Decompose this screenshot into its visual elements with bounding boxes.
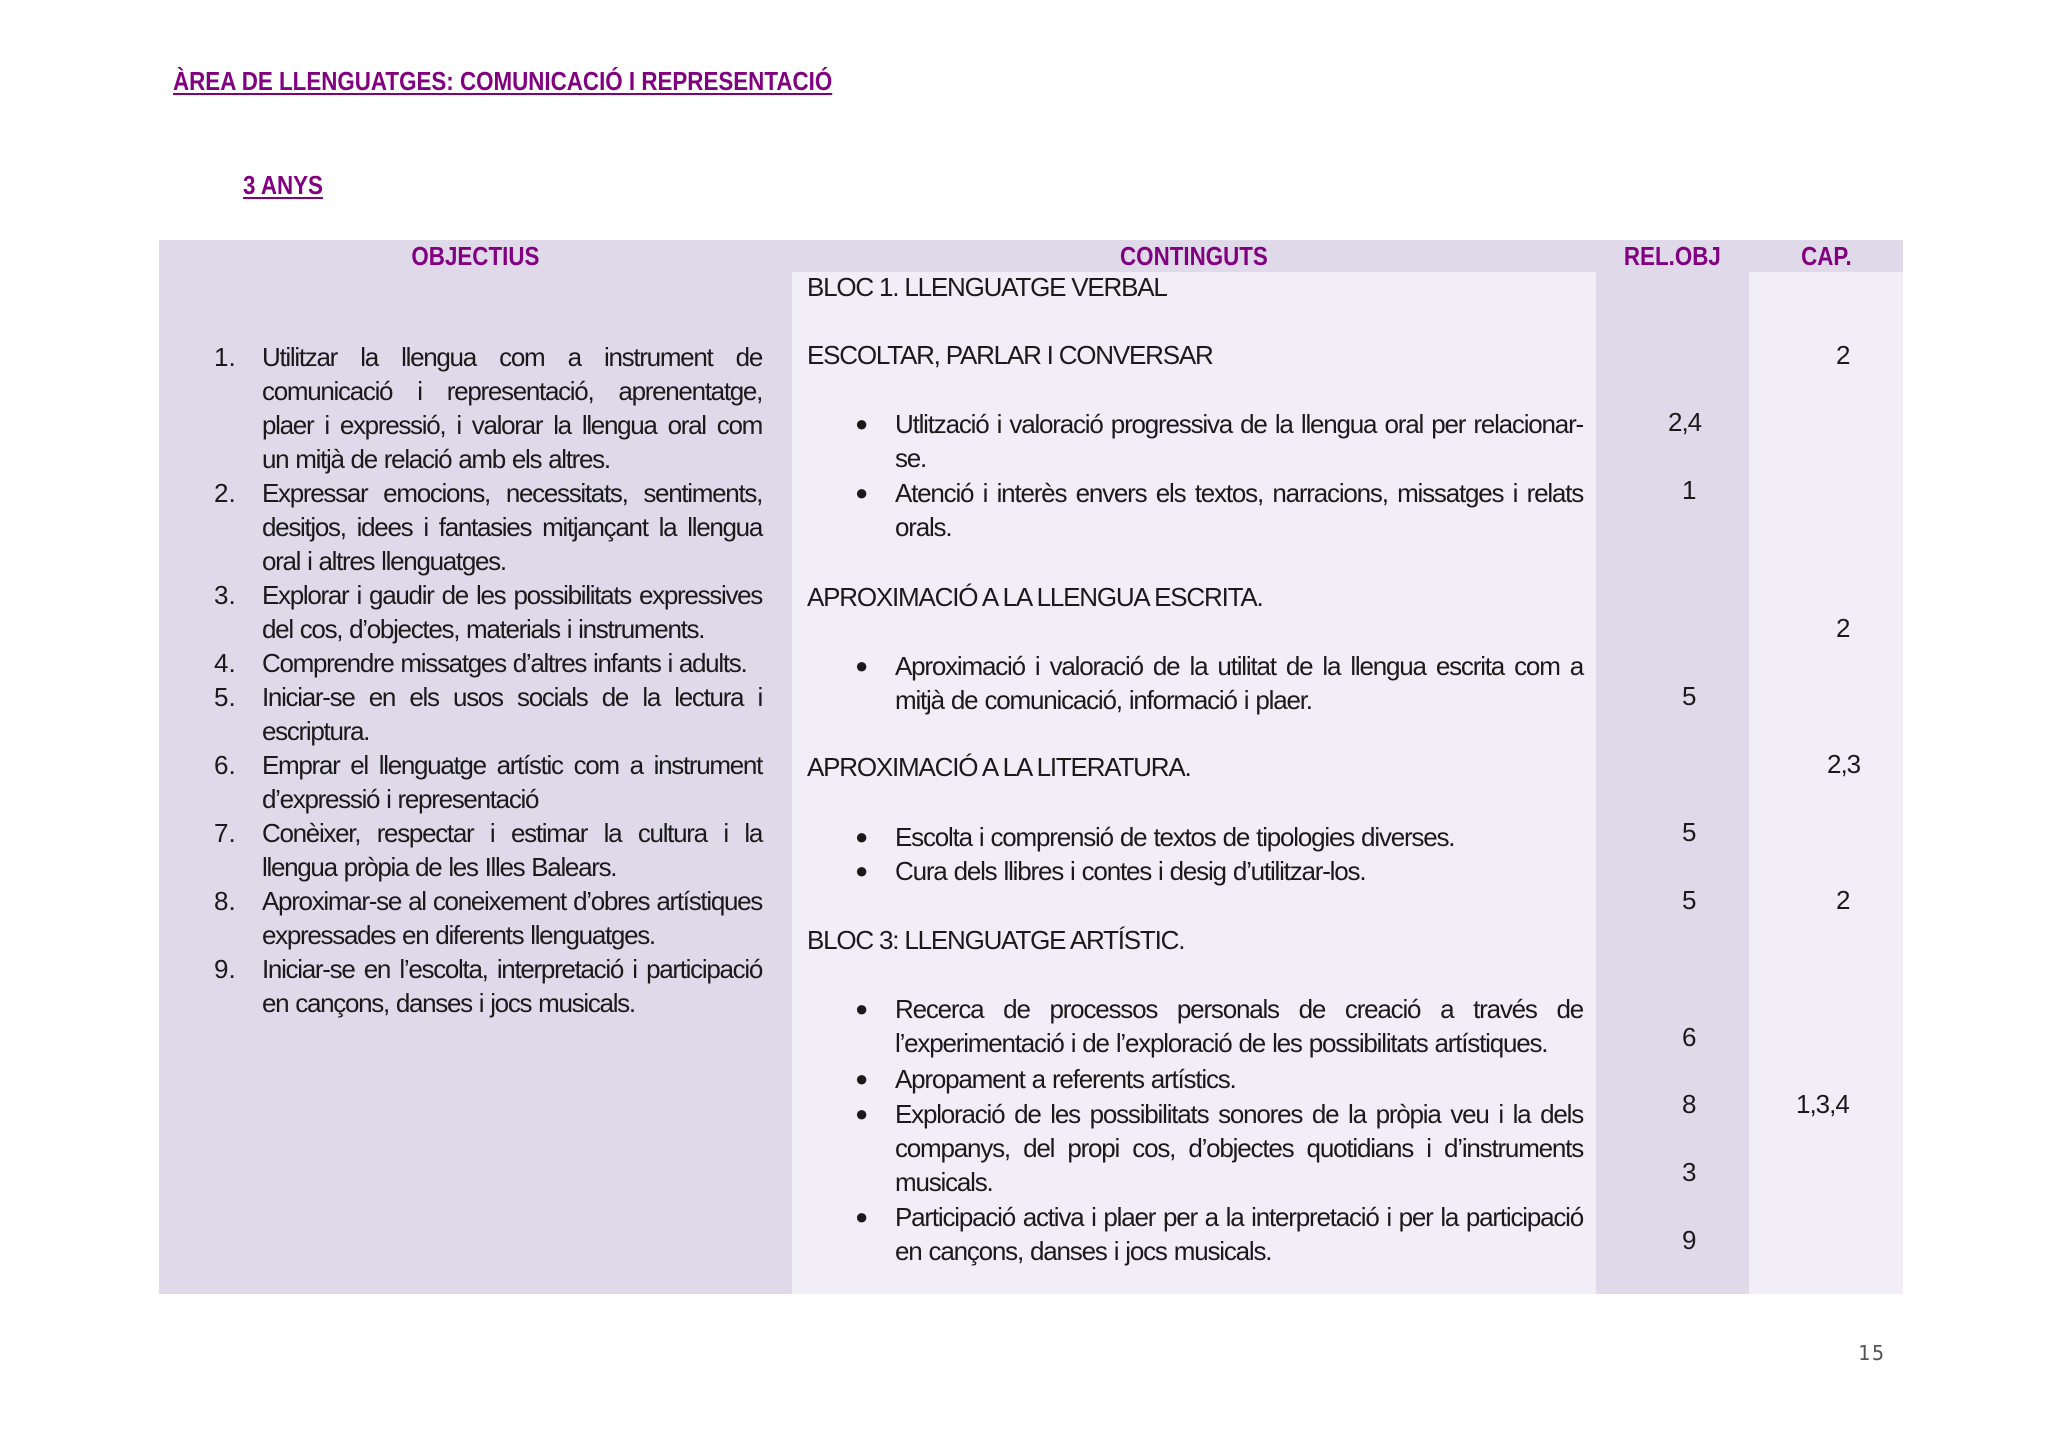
rel-obj-value: 2,4 bbox=[1668, 407, 1702, 437]
objectiu-item: 3. Explorar i gaudir de les possibilitats expressives del cos, d’objectes, materials i instruments. bbox=[214, 580, 762, 644]
rel-obj-value: 5 bbox=[1682, 681, 1696, 711]
objectius-column bbox=[159, 240, 792, 1294]
rel-obj-value: 6 bbox=[1682, 1022, 1696, 1052]
age-title: 3 ANYS bbox=[243, 170, 323, 200]
objectiu-item: 1. Utilitzar la llengua com a instrument de comunicació i representació, aprenentatge, plaer i expressió, i valorar la llengua oral com un mitjà de relació amb els altres. bbox=[214, 342, 762, 474]
bullet-icon: ● bbox=[855, 480, 868, 505]
continguts-header: CONTINGUTS bbox=[1120, 241, 1268, 271]
escoltar-heading: ESCOLTAR, PARLAR I CONVERSAR bbox=[807, 340, 1213, 370]
bullet-icon: ● bbox=[855, 858, 868, 883]
rel-obj-value: 5 bbox=[1682, 817, 1696, 847]
rel-obj-value: 1 bbox=[1682, 475, 1696, 505]
objectius-header: OBJECTIUS bbox=[411, 241, 540, 271]
objectiu-item: 4. Comprendre missatges d’altres infants i adults. bbox=[214, 648, 747, 678]
cap-column bbox=[1749, 240, 1903, 1294]
cap-header: CAP. bbox=[1800, 241, 1852, 271]
objectiu-item: 2. Expressar emocions, necessitats, sentiments, desitjos, idees i fantasies mitjançant la llengua oral i altres llenguatges. bbox=[214, 478, 762, 576]
rel-obj-column bbox=[1596, 240, 1749, 1294]
rel-obj-value: 5 bbox=[1682, 885, 1696, 915]
cap-value: 2 bbox=[1836, 613, 1850, 643]
bloc3-item: ● Exploració de les possibilitats sonores de la pròpia veu i la dels companys, del propi cos, d’objectes quotidians i d’instruments musicals. bbox=[855, 1099, 1583, 1197]
objectius-list bbox=[214, 340, 762, 1020]
rel-obj-value: 8 bbox=[1682, 1089, 1696, 1119]
objectiu-item: 9. Iniciar-se en l’escolta, interpretació i participació en cançons, danses i jocs musicals. bbox=[214, 954, 762, 1018]
rel-obj-header: REL.OBJ bbox=[1624, 241, 1721, 271]
objectiu-item: 7. Conèixer, respectar i estimar la cultura i la llengua pròpia de les Illes Balears. bbox=[214, 818, 762, 882]
curriculum-table bbox=[159, 240, 1903, 1294]
cap-value: 1,3,4 bbox=[1796, 1089, 1849, 1119]
bloc3-heading: BLOC 3: LLENGUATGE ARTÍSTIC. bbox=[807, 925, 1185, 955]
objectiu-item: 6. Emprar el llenguatge artístic com a instrument d’expressió i representació bbox=[214, 750, 762, 814]
bullet-icon: ● bbox=[855, 1066, 868, 1091]
literatura-item: ● Escolta i comprensió de textos de tipologies diverses. bbox=[855, 822, 1455, 852]
cap-value: 2 bbox=[1836, 885, 1850, 915]
bullet-icon: ● bbox=[855, 653, 868, 678]
bullet-icon: ● bbox=[855, 411, 868, 436]
rel-obj-value: 9 bbox=[1682, 1225, 1696, 1255]
escrita-heading: APROXIMACIÓ A LA LLENGUA ESCRITA. bbox=[807, 582, 1263, 612]
bloc3-item: ● Participació activa i plaer per a la interpretació i per la participació en cançons, danses i jocs musicals. bbox=[855, 1202, 1583, 1266]
page-number: 15 bbox=[1858, 1341, 1887, 1365]
bloc1-heading: BLOC 1. LLENGUATGE VERBAL bbox=[807, 272, 1167, 302]
bloc3-item: ● Recerca de processos personals de creació a través de l’experimentació i de l’exploració de les possibilitats artístiques. bbox=[855, 994, 1583, 1058]
literatura-item: ● Cura dels llibres i contes i desig d’utilitzar-los. bbox=[855, 856, 1366, 886]
area-title: ÀREA DE LLENGUATGES: COMUNICACIÓ I REPRESENTACIÓ bbox=[173, 66, 833, 96]
bullet-icon: ● bbox=[855, 824, 868, 849]
cap-value: 2,3 bbox=[1827, 749, 1861, 779]
escoltar-item: ● Atenció i interès envers els textos, narracions, missatges i relats orals. bbox=[855, 478, 1583, 542]
bloc3-item: ● Apropament a referents artístics. bbox=[855, 1064, 1236, 1094]
objectiu-item: 5. Iniciar-se en els usos socials de la lectura i escriptura. bbox=[214, 682, 762, 746]
literatura-heading: APROXIMACIÓ A LA LITERATURA. bbox=[807, 752, 1191, 782]
escoltar-item: ● Utlització i valoració progressiva de la llengua oral per relacionar-se. bbox=[855, 409, 1583, 473]
cap-value: 2 bbox=[1836, 340, 1850, 370]
escrita-item: ● Aproximació i valoració de la utilitat de la llengua escrita com a mitjà de comunicació, informació i plaer. bbox=[855, 651, 1583, 715]
objectiu-item: 8. Aproximar-se al coneixement d’obres artístiques expressades en diferents llenguatges. bbox=[214, 886, 762, 950]
bullet-icon: ● bbox=[855, 1101, 868, 1126]
bullet-icon: ● bbox=[855, 996, 868, 1021]
rel-obj-value: 3 bbox=[1682, 1157, 1696, 1187]
bullet-icon: ● bbox=[855, 1204, 868, 1229]
